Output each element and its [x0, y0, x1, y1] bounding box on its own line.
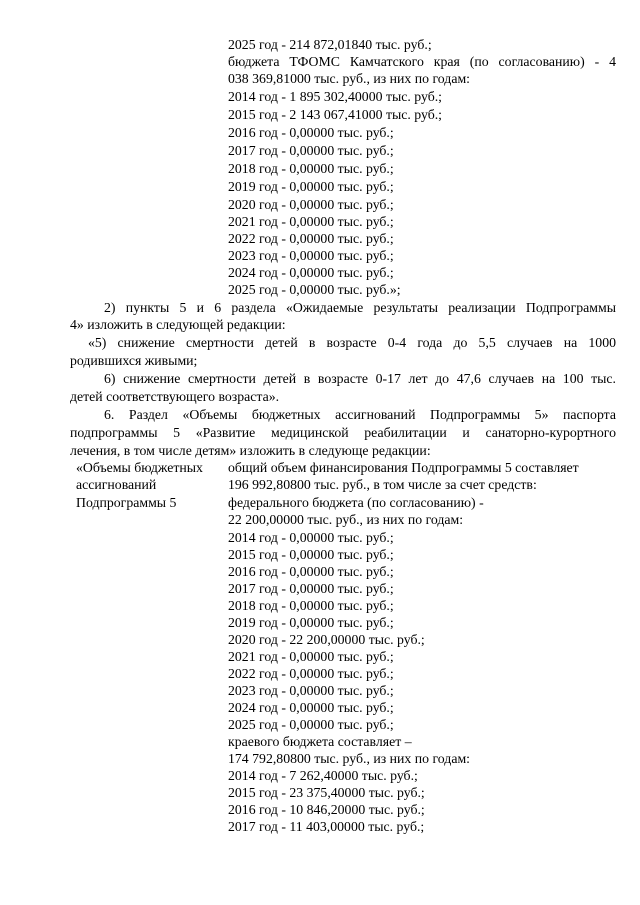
table-right-line-16: 2025 год - 0,00000 тыс. руб.; — [228, 717, 394, 732]
para-section6-line-3: лечения, в том числе детям» изложить в следующе редакции: — [70, 443, 431, 458]
table-left-line-1: «Объемы бюджетных — [76, 460, 203, 475]
table-right-line-8: 2017 год - 0,00000 тыс. руб.; — [228, 581, 394, 596]
table-right-line-18: 174 792,80800 тыс. руб., из них по годам: — [228, 751, 471, 766]
para-6-line-2: детей соответствующего возраста». — [70, 389, 280, 404]
table-right-line-17: краевого бюджета составляет – — [228, 734, 412, 749]
table-right-line-14: 2023 год - 0,00000 тыс. руб.; — [228, 683, 394, 698]
table-right-line-11: 2020 год - 22 200,00000 тыс. руб.; — [228, 632, 425, 647]
table-right-line-7: 2016 год - 0,00000 тыс. руб.; — [228, 564, 394, 579]
top-line-9: 2019 год - 0,00000 тыс. руб.; — [228, 179, 394, 194]
table-right-line-19: 2014 год - 7 262,40000 тыс. руб.; — [228, 768, 418, 783]
top-line-13: 2023 год - 0,00000 тыс. руб.; — [228, 248, 394, 263]
para-5-line-1: «5) снижение смертности детей в возрасте 0-4 года до 5,5 случаев на 1000 — [88, 335, 616, 350]
top-line-12: 2022 год - 0,00000 тыс. руб.; — [228, 231, 394, 246]
table-right-line-5: 2014 год - 0,00000 тыс. руб.; — [228, 530, 394, 545]
table-right-line-1: общий объем финансирования Подпрограммы 5 составляет — [228, 460, 579, 475]
para-section6-line-2: подпрограммы 5 «Развитие медицинской реабилитации и санаторно-курортного — [70, 425, 616, 440]
table-right-line-22: 2017 год - 11 403,00000 тыс. руб.; — [228, 819, 425, 834]
table-right-line-12: 2021 год - 0,00000 тыс. руб.; — [228, 649, 394, 664]
para-5-line-2: родившихся живыми; — [70, 353, 198, 368]
table-right-line-3: федерального бюджета (по согласованию) - — [228, 495, 484, 510]
top-line-5: 2015 год - 2 143 067,41000 тыс. руб.; — [228, 107, 443, 122]
table-right-line-21: 2016 год - 10 846,20000 тыс. руб.; — [228, 802, 425, 817]
top-line-7: 2017 год - 0,00000 тыс. руб.; — [228, 143, 394, 158]
para-2-line-2: 4» изложить в следующей редакции: — [70, 317, 286, 332]
table-right-line-15: 2024 год - 0,00000 тыс. руб.; — [228, 700, 394, 715]
table-left-line-3: Подпрограммы 5 — [76, 495, 177, 510]
top-line-11: 2021 год - 0,00000 тыс. руб.; — [228, 214, 394, 229]
top-line-2: бюджета ТФОМС Камчатского края (по согласованию) - 4 — [228, 54, 616, 69]
top-line-15: 2025 год - 0,00000 тыс. руб.»; — [228, 282, 401, 297]
top-line-14: 2024 год - 0,00000 тыс. руб.; — [228, 265, 394, 280]
table-right-line-9: 2018 год - 0,00000 тыс. руб.; — [228, 598, 394, 613]
table-right-line-6: 2015 год - 0,00000 тыс. руб.; — [228, 547, 394, 562]
table-right-line-13: 2022 год - 0,00000 тыс. руб.; — [228, 666, 394, 681]
table-right-line-2: 196 992,80800 тыс. руб., в том числе за счет средств: — [228, 477, 537, 492]
top-line-1: 2025 год - 214 872,01840 тыс. руб.; — [228, 37, 432, 52]
para-section6-line-1: 6. Раздел «Объемы бюджетных ассигнований Подпрограммы 5» паспорта — [104, 407, 616, 422]
para-2-line-1: 2) пункты 5 и 6 раздела «Ожидаемые результаты реализации Подпрограммы — [104, 300, 616, 315]
table-right-line-4: 22 200,00000 тыс. руб., из них по годам: — [228, 512, 464, 527]
top-line-4: 2014 год - 1 895 302,40000 тыс. руб.; — [228, 89, 443, 104]
top-line-8: 2018 год - 0,00000 тыс. руб.; — [228, 161, 394, 176]
top-line-3: 038 369,81000 тыс. руб., из них по годам: — [228, 71, 471, 86]
table-right-line-20: 2015 год - 23 375,40000 тыс. руб.; — [228, 785, 425, 800]
top-line-10: 2020 год - 0,00000 тыс. руб.; — [228, 197, 394, 212]
para-6-line-1: 6) снижение смертности детей в возрасте 0-17 лет до 47,6 случаев на 100 тыс. — [104, 371, 616, 386]
top-line-6: 2016 год - 0,00000 тыс. руб.; — [228, 125, 394, 140]
table-left-line-2: ассигнований — [76, 477, 157, 492]
table-right-line-10: 2019 год - 0,00000 тыс. руб.; — [228, 615, 394, 630]
